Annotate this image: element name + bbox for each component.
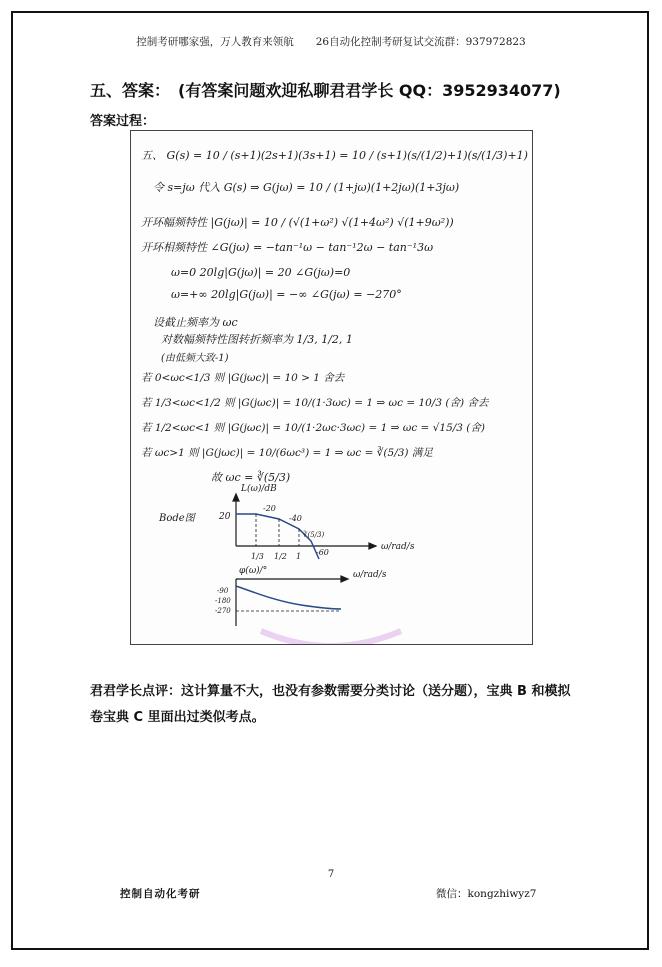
phase-curve [236,586,341,609]
x-1: 1 [296,552,302,561]
mag-axis-label: L(ω)/dB [241,484,277,494]
mag-x-label: ω/rad/s [381,542,415,552]
wc-mark: ∛(5/3) [303,531,325,539]
phase-x-label: ω/rad/s [353,570,387,580]
phase-axis-label: φ(ω)/° [239,566,268,576]
hw-line-10: 若 0<ωc<1/3 则 |G(jωc)| = 10 > 1 舍去 [141,372,345,384]
hw-line-12: 若 1/2<ωc<1 则 |G(jωc)| = 10/(1·2ωc·3ωc) = 1 ⇒ ωc = √15/3 (舍) [141,422,485,434]
x-1-2: 1/2 [274,552,287,561]
qq-note: (有答案问题欢迎私聊君君学长 QQ：3952934077) [178,81,561,100]
footer-right: 微信：kongzhiwyz7 [436,888,537,900]
hw-line-8: 对数幅频特性图转折频率为 1/3, 1/2, 1 [161,333,353,346]
hw-line-14: 故 ωc = ∛(5/3) [211,471,291,484]
bode-label: Bode图 [159,513,195,524]
handwritten-solution-image [130,130,533,645]
header-left: 控制考研哪家强，万人教育来领航 [136,36,294,48]
mag-y-arrow [233,494,239,501]
hw-line-3: 开环幅频特性 |G(jω)| = 10 / (√(1+ω²) √(1+4ω²) √(1+9ω²)) [141,216,454,229]
phase-plot [236,576,348,626]
hw-line-11: 若 1/3<ωc<1/2 则 |G(jωc)| = 10/(1·3ωc) = 1 ⇒ ωc = 10/3 (舍) 舍去 [141,397,489,409]
hw-line-4: 开环相频特性 ∠G(jω) = −tan⁻¹ω − tan⁻¹2ω − tan⁻¹3ω [141,241,434,254]
section-title [90,78,561,101]
ph-90: -90 [217,587,229,595]
x-1-3: 1/3 [251,552,264,561]
slope-60: -60 [316,548,329,557]
ph-270: -270 [215,607,231,615]
footer-left: 控制自动化考研 [120,888,201,900]
ph-180: -180 [215,597,231,605]
handwriting-canvas [131,131,533,645]
answer-process-label: 答案过程： [90,114,156,129]
page-header [0,34,662,49]
slope-40: -40 [289,514,302,523]
mag-tick-20: 20 [219,512,231,522]
hw-line-2: 令 s=jω 代入 G(s) ⇒ G(jω) = 10 / (1+jω)(1+2jω)(1+3jω) [153,181,460,194]
page-number: 7 [327,869,335,880]
hw-line-7: 设截止频率为 ωc [153,316,238,329]
header-right: 26自动化控制考研复试交流群：937972823 [315,36,526,48]
hw-line-6: ω=+∞ 20lg|G(jω)| = −∞ ∠G(jω) = −270° [171,288,402,301]
hw-line-1: 五、 G(s) = 10 / (s+1)(2s+1)(3s+1) = 10 / (s+1)(s/(1/2)+1)(s/(1/3)+1) [141,149,528,162]
magnitude-plot [233,494,376,559]
section-heading: 五、答案： [90,81,171,100]
hw-line-5: ω=0 20lg|G(jω)| = 20 ∠G(jω)=0 [171,266,351,279]
watermark-arc [261,631,401,645]
teacher-comment: 君君学长点评：这计算量不大，也没有参数需要分类讨论（送分题），宝典 B 和模拟卷宝典 C 里面出过类似考点。 [90,684,571,725]
slope-20: -20 [263,504,276,513]
phase-x-arrow [341,576,348,582]
mag-x-arrow [369,543,376,549]
hw-line-13: 若 ωc>1 则 |G(jωc)| = 10/(6ωc³) = 1 ⇒ ωc = ∛(5/3) 满足 [141,447,433,459]
hw-line-9: (由低频大致-1) [161,353,229,364]
